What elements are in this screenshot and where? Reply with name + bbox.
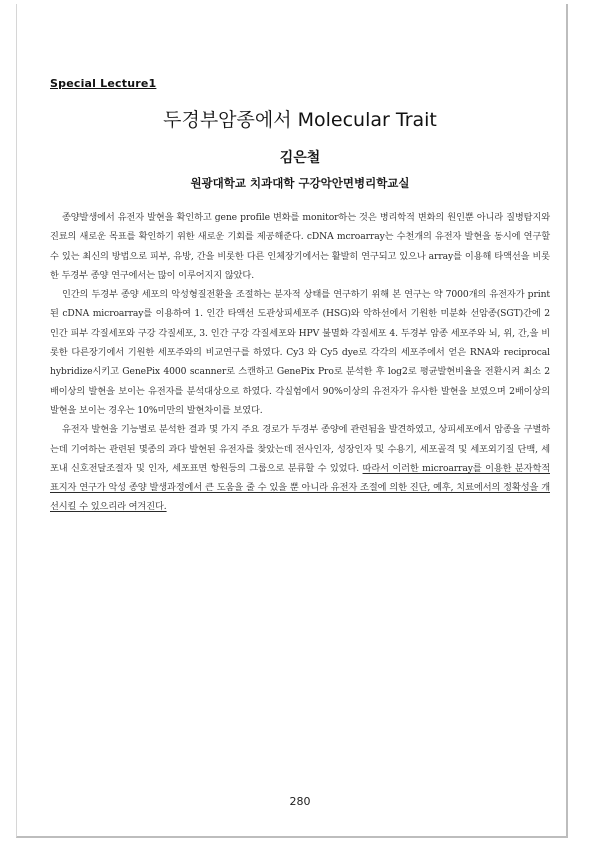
abstract-body [50, 208, 550, 517]
paragraph-intro: 종양발생에서 유전자 발현을 확인하고 gene profile 변화를 monitor하는 것은 병리학적 변화의 원인뿐 아니라 질병탐지와 진료의 새로운 목표를 확인하기 위한 새로운 기회를 제공해준다. cDNA mcroarray는 수천개의 유전자 발현을 동시에 연구할 수 있는 최신의 방법으로 피부, 유방, 간을 비롯한 다른 인체장기에서는 활발히 연구되고 있으나 array를 이용해 타액선을 비롯한 두경부 종양 연구에서는 많이 이루어지지 않았다. [50, 212, 550, 281]
paragraph-results [50, 420, 550, 516]
paragraph-methods: 인간의 두경부 종양 세포의 악성형질전환을 조절하는 분자적 상태를 연구하기 위해 본 연구는 약 7000개의 유전자가 print된 cDNA microarray를 이용하여 1. 인간 타액선 도관상피세포주 (HSG)와 악하선에서 기원한 미분화 선암종(SGT)간에 2 인간 피부 각질세포와 구강 각질세포, 3. 인간 구강 각질세포와 HPV 불멸화 각질세포 4. 두경부 암종 세포주와 뇌, 위, 간,을 비롯한 다른장기에서 기원한 세포주와의 비교연구를 하였다. Cy3 와 Cy5 dye로 각각의 세포주에서 얻은 RNA와 reciprocal hybridize시키고 GenePix 4000 scanner로 스캔하고 GenePix Pro로 분석한 후 log2로 평균발현비율을 전환시켜 최소 2배이상의 발현을 보이는 유전자를 분석대상으로 하였다. 각실험에서 90%이상의 유전자가 유사한 발현을 보였으며 2배이상의 발현을 보이는 경우는 10%미만의 발현차이를 보였다. [50, 289, 550, 416]
author-name: 김은철 [279, 150, 321, 166]
paragraph-results-text: 유전자 발현을 기능별로 분석한 결과 몇 가지 주요 경로가 두경부 종양에 관련됨을 발견하였고, 상피세포에서 암종을 구별하는데 기여하는 관련된 몇종의 과다 발현된 유전자를 찾았는데 전사인자, 성장인자 및 수용기, 세포골격 및 세포외기질 단백, 세포내 신호전달조절자 및 인자, 세포표면 항원등의 그룹으로 분류할 수 있었다. [50, 424, 550, 474]
article-title: 두경부암종에서 Molecular Trait [163, 109, 437, 131]
conclusion-sentence: 따라서 이러한 microarray를 이용한 분자학적 표지자 연구가 악성 종양 발생과정에서 큰 도움을 줄 수 있을 뿐 아니라 유전자 조절에 의한 진단, 예후, 치료에서의 정확성을 개선시킬 수 있으리라 여겨진다. [50, 462, 550, 513]
page-number: 280 [289, 795, 311, 808]
section-label: Special Lecture1 [50, 77, 157, 90]
author-affiliation: 원광대학교 치과대학 구강악안면병리학교실 [190, 176, 410, 190]
